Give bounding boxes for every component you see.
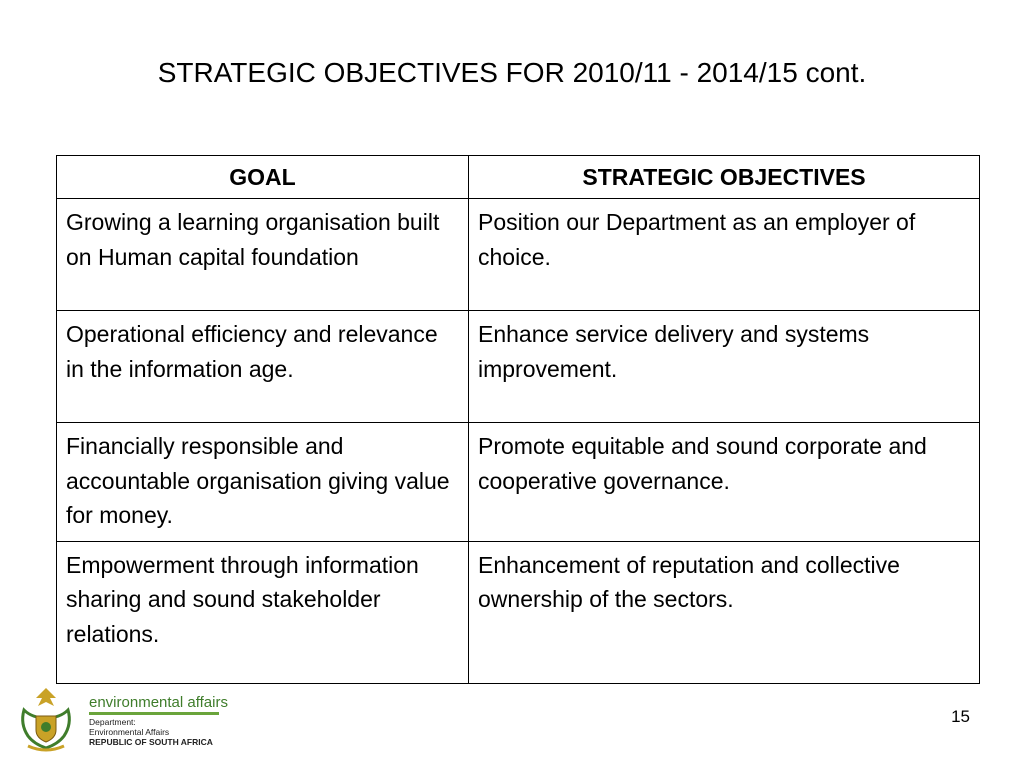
objective-cell: Enhancement of reputation and collective ownership of the sectors. <box>469 541 980 683</box>
table-row <box>57 311 980 423</box>
coat-of-arms-icon <box>14 684 78 754</box>
header-strategic-objectives: STRATEGIC OBJECTIVES <box>469 156 980 199</box>
table-row <box>57 199 980 311</box>
brand-line-republic: REPUBLIC OF SOUTH AFRICA <box>89 737 213 747</box>
table-row <box>57 541 980 683</box>
strategic-objectives-table <box>56 155 980 684</box>
brand-divider <box>89 712 219 715</box>
objective-cell: Enhance service delivery and systems improvement. <box>469 311 980 423</box>
brand-line-department: Department: <box>89 717 136 727</box>
objective-cell: Promote equitable and sound corporate and cooperative governance. <box>469 423 980 542</box>
goal-cell: Operational efficiency and relevance in the information age. <box>57 311 469 423</box>
department-logo <box>14 684 228 756</box>
brand-line-environmental-affairs: Environmental Affairs <box>89 727 170 737</box>
brand-name: environmental affairs <box>89 694 228 711</box>
goal-cell: Growing a learning organisation built on Human capital foundation <box>57 199 469 311</box>
goal-cell: Financially responsible and accountable organisation giving value for money. <box>57 423 469 542</box>
table-header-row <box>57 156 980 199</box>
header-goal: GOAL <box>57 156 469 199</box>
slide-title: STRATEGIC OBJECTIVES FOR 2010/11 - 2014/15 cont. <box>157 57 867 88</box>
table-row <box>57 423 980 542</box>
page-number: 15 <box>951 707 970 726</box>
objective-cell: Position our Department as an employer of choice. <box>469 199 980 311</box>
goal-cell: Empowerment through information sharing and sound stakeholder relations. <box>57 541 469 683</box>
